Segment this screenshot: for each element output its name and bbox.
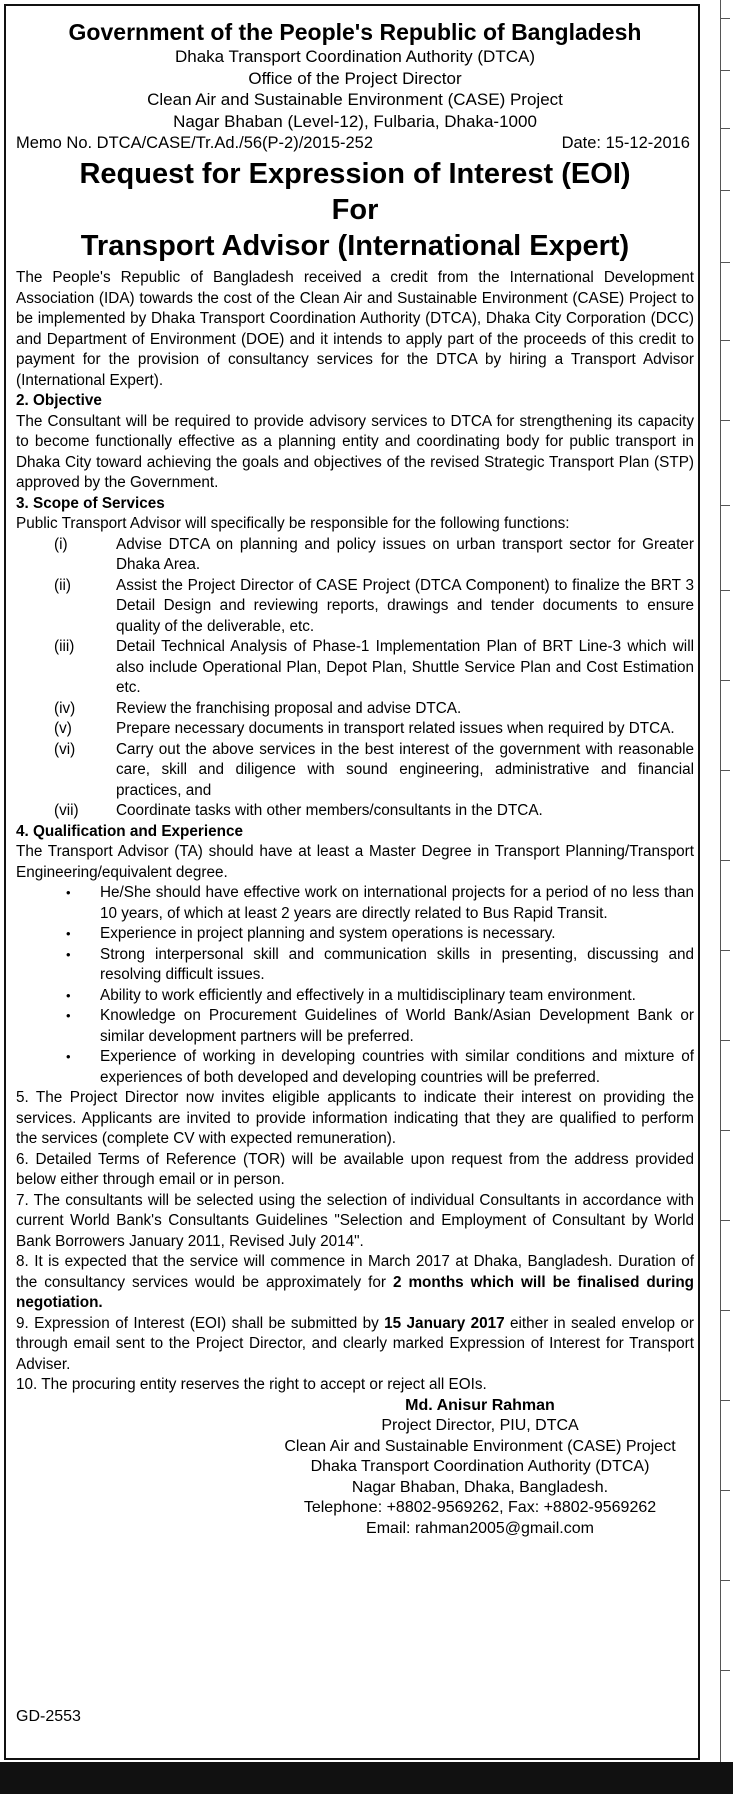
list-item [16,535,694,576]
item-text: Carry out the above services in the best interest of the government with reasonable care, skill and diligence with sound engineering, administrative and financial practices, and [116,740,694,799]
item-number: (vi) [54,740,76,758]
paragraph-9 [16,1314,694,1376]
page-edge-strip [708,0,733,1762]
list-item [16,986,694,1007]
paragraph-10: 10. The procuring entity reserves the right to accept or reject all EOIs. [16,1376,487,1393]
government-heading: Government of the People's Republic of Bangladesh [68,19,642,45]
item-text: Ability to work efficiently and effectively in a multidisciplinary team environment. [100,986,636,1004]
item-text: Prepare necessary documents in transport related issues when required by DTCA. [116,720,675,737]
signatory-project: Clean Air and Sustainable Environment (CASE) Project [284,1437,676,1455]
scope-heading: 3. Scope of Services [16,494,165,512]
item-number: (i) [54,535,68,553]
bullet-icon: • [66,1008,71,1023]
item-number: (vii) [54,802,79,819]
notice-body [16,14,694,1539]
item-text: Knowledge on Procurement Guidelines of World Bank/Asian Development Bank or similar development partners will be preferred. [100,1007,694,1045]
item-text: Review the franchising proposal and advise DTCA. [116,699,462,717]
list-item [16,883,694,924]
list-item [16,924,694,945]
paragraph-7: 7. The consultants will be selected using the selection of individual Consultants in accordance with current World Bank's Consultants Guidelines "Selection and Employment of Consultant by World Bank Borrowers January 2011, Revised July 2014". [16,1191,694,1250]
list-item [16,945,694,986]
item-text: Experience of working in developing countries with similar conditions and mixture of experiences of both developed and developing countries will be preferred. [100,1048,694,1086]
objective-heading: 2. Objective [16,392,102,409]
item-number: (iii) [54,638,75,655]
signatory-address: Nagar Bhaban, Dhaka, Bangladesh. [351,1478,609,1496]
signatory-phone: Telephone: +8802-9569262, Fax: +8802-9569262 [303,1499,657,1516]
scope-list [16,535,694,822]
title-line-2: For [331,194,379,226]
memo-number: Memo No. DTCA/CASE/Tr.Ad./56(P-2)/2015-252 [16,134,374,152]
paragraph-5: 5. The Project Director now invites eligible applicants to indicate their interest on providing the services. Applicants are invited to provide information indicating that they are qualified to perform the services (complete CV with expected remuneration). [16,1089,694,1147]
qualification-heading: 4. Qualification and Experience [16,822,243,840]
bullet-icon: • [66,946,71,962]
notice-frame [4,4,700,1760]
signatory-title: Project Director, PIU, DTCA [381,1417,579,1434]
bullet-icon: • [66,1049,71,1064]
signature-block [266,1396,694,1540]
paragraph-6: 6. Detailed Terms of Reference (TOR) will be available upon request from the address provided below either through email or in person. [16,1150,694,1188]
paragraph-9-text: 9. Expression of Interest (EOI) shall be submitted by [16,1314,385,1332]
bullet-icon: • [66,885,71,900]
item-number: (iv) [54,699,76,717]
intro-paragraph: The People's Republic of Bangladesh received a credit from the International Development Association (IDA) towards the cost of the Clean Air and Sustainable Environment (CASE) Project to be implemented by Dhaka Transport Coordination Authority (DTCA), Dhaka City Corporation (DCC) and Department of Environment (DOE) and it intends to apply part of the proceeds of this credit to payment for the provision of consultancy services for the DTCA by hiring a Transport Advisor (International Expert). [16,269,694,389]
signatory-authority: Dhaka Transport Coordination Authority (DTCA) [310,1458,650,1475]
item-text: He/She should have effective work on international projects for a period of no less than 10 years, of which at least 2 years are directly related to Bus Rapid Transit. [100,884,694,922]
bottom-black-bar [0,1762,733,1794]
memo-row [16,132,694,154]
list-item [16,576,694,638]
paragraph-8-text: 8. It is expected that the service will commence in March 2017 at Dhaka, Bangladesh. Duration of the consultancy services would be approximately for [16,1253,694,1291]
gd-code: GD-2553 [16,1708,81,1725]
item-text: Advise DTCA on planning and policy issues on urban transport sector for Greater Dhaka Area. [116,535,694,573]
list-item [16,719,694,740]
title-line-1: Request for Expression of Interest (EOI) [79,158,631,190]
item-text: Experience in project planning and system operations is necessary. [100,925,556,942]
memo-date: Date: 15-12-2016 [561,134,690,152]
list-item [16,1006,694,1047]
list-item [16,637,694,699]
item-number: (v) [54,720,72,737]
paragraph-8-emphasis: 2 months which will be finalised during negotiation. [16,1273,695,1311]
list-item [16,801,694,822]
item-number: (ii) [54,576,71,594]
list-item [16,699,694,720]
item-text: Detail Technical Analysis of Phase-1 Implementation Plan of BRT Line-3 which will also include Operational Plan, Depot Plan, Shuttle Service Plan and Cost Estimation etc. [116,638,694,696]
item-text: Strong interpersonal skill and communication skills in presenting, discussing and resolving difficult issues. [100,945,694,983]
qualification-intro: The Transport Advisor (TA) should have at least a Master Degree in Transport Planning/Transport Engineering/equivalent degree. [16,843,694,881]
objective-text: The Consultant will be required to provide advisory services to DTCA for strengthening its capacity to become functionally effective as a planning entity and coordinating body for public transport in Dhaka City toward achieving the goals and objectives of the revised Strategic Transport Plan (STP) approved by the Government. [16,412,694,491]
deadline-date: 15 January 2017 [384,1314,505,1332]
bullet-icon: • [66,926,71,941]
bullet-icon: • [66,987,71,1003]
signatory-name: Md. Anisur Rahman [405,1396,555,1414]
authority-line: Dhaka Transport Coordination Authority (DTCA) [175,47,535,66]
signatory-email: Email: rahman2005@gmail.com [366,1519,594,1537]
item-text: Coordinate tasks with other members/consultants in the DTCA. [116,802,543,819]
paragraph-8 [16,1252,694,1314]
qualification-list [16,883,694,1088]
project-line: Clean Air and Sustainable Environment (CASE) Project [147,90,563,109]
list-item [16,740,694,802]
office-line: Office of the Project Director [248,68,462,88]
list-item [16,1047,694,1088]
paragraph-9-rest: either in sealed envelop or through email sent to the Project Director, and clearly marked Expression of Interest for Transport Adviser. [16,1314,694,1373]
address-line: Nagar Bhaban (Level-12), Fulbaria, Dhaka-1000 [173,111,537,131]
title-line-3: Transport Advisor (International Expert) [80,230,630,262]
scope-intro: Public Transport Advisor will specifically be responsible for the following functions: [16,515,570,532]
item-text: Assist the Project Director of CASE Project (DTCA Component) to finalize the BRT 3 Detail Design and reviewing reports, drawings and tender documents to ensure quality of the deliverable, etc. [116,576,694,635]
eoi-title [16,156,694,264]
